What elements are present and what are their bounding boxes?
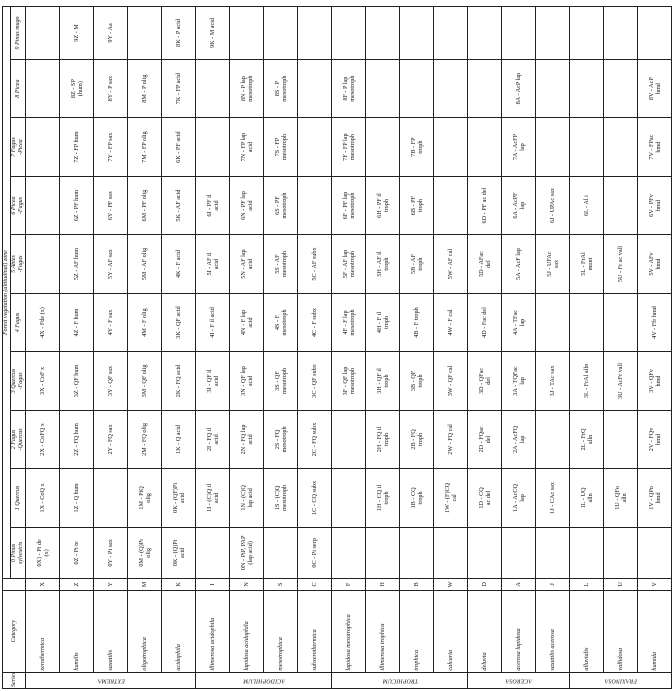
zone-cell: 7M - FP olig	[128, 118, 162, 176]
category-cell: illimerosa trophica	[366, 590, 400, 672]
zone-cell	[332, 469, 366, 527]
zone-cell: 2H - FQ il troph	[366, 410, 400, 468]
zone-cell: 0K - (Q)Pi acid	[162, 527, 196, 578]
category-cell: humida	[638, 590, 672, 672]
zone-cell: 8A - AcP lap	[502, 59, 536, 117]
zone-cell: 4V - Ffr hmd	[638, 293, 672, 351]
zone-cell: 5S - AF mesotroph	[264, 235, 298, 293]
zone-cell	[434, 118, 468, 176]
zone-cell: 6F - PF lap mesotroph	[332, 176, 366, 234]
zone-cell	[570, 293, 604, 351]
zone-cell: 1H - CQ il troph	[366, 469, 400, 527]
zone-cell: 7A - AcFP lap	[502, 118, 536, 176]
zone-cell: 4W - F cal	[434, 293, 468, 351]
zone-cell: 3Y - QF sax	[94, 352, 128, 410]
code-cell: J	[536, 579, 570, 591]
zone-cell: 7N - FP lap acid	[230, 118, 264, 176]
zone-cell: 1X - CoQ x	[26, 469, 60, 527]
zone-cell: 1J - CAc sax	[536, 469, 570, 527]
zone-cell: 2C - FQ subx	[298, 410, 332, 468]
zone-cell: 2Z - FQ hum	[60, 410, 94, 468]
table-row	[468, 7, 502, 689]
zone-cell: 2K - FQ acid	[162, 352, 196, 410]
zone-cell: 5N - AF lap acid	[230, 235, 264, 293]
code-cell: Y	[94, 579, 128, 591]
zone-cell: 3B - QF troph	[400, 352, 434, 410]
category-cell: oligotrophica	[128, 590, 162, 672]
zone-cell	[536, 118, 570, 176]
zone-cell: 0X) - Pi de (x)	[26, 527, 60, 578]
zone-header: 3 Quercus -Fagus	[11, 352, 26, 410]
category-cell: lapidosa acidophila	[230, 590, 264, 672]
category-cell: calcaria	[434, 590, 468, 672]
zone-cell: 1K - Q acid	[162, 410, 196, 468]
zone-cell: 3A - TQFac lap	[502, 352, 536, 410]
zone-cell	[264, 527, 298, 578]
zone-header: 2 Fagus -Quercus	[11, 410, 26, 468]
category-cell: saxatilis acerosa	[536, 590, 570, 672]
zone-cell: 3S - QF mesotroph	[264, 352, 298, 410]
zone-cell	[26, 235, 60, 293]
zone-cell: 2Y - FQ sax	[94, 410, 128, 468]
zone-cell	[434, 59, 468, 117]
zone-cell: 3J - TAc sax	[536, 352, 570, 410]
category-cell: humilis	[60, 590, 94, 672]
zone-cell: 1L - UQ alln	[570, 469, 604, 527]
zone-cell: 2N - FQ lap acid	[230, 410, 264, 468]
zone-cell	[94, 469, 128, 527]
zone-cell	[570, 118, 604, 176]
table-row	[26, 7, 60, 689]
zone-cell	[298, 59, 332, 117]
zone-cell: 1N - (C)Q lap acid	[230, 469, 264, 527]
zone-cell	[332, 527, 366, 578]
zone-cell: 2W - FQ cal	[434, 410, 468, 468]
category-cell: xerothermica	[26, 590, 60, 672]
category-cell: lapidosa mesotrophica	[332, 590, 366, 672]
zone-cell: 5K - AF acid	[162, 176, 196, 234]
zone-cell	[366, 7, 400, 60]
zone-cell: 4I - F il acid	[196, 293, 230, 351]
table-row	[264, 7, 298, 689]
code-cell: N	[230, 579, 264, 591]
zone-cell	[332, 7, 366, 60]
zone-cell: 6Z - PF hum	[60, 176, 94, 234]
zone-header: 8 Picea	[11, 59, 26, 117]
zone-header: 1 Quercus	[11, 469, 26, 527]
code-cell: K	[162, 579, 196, 591]
zone-cell: 6J - UPAc sax	[536, 176, 570, 234]
zone-cell	[128, 7, 162, 60]
zone-cell: 6H - PF il troph	[366, 176, 400, 234]
zone-cell: 3F - QF lap mesotroph	[332, 352, 366, 410]
zone-cell	[434, 176, 468, 234]
category-cell: acerosa lapidosa	[502, 590, 536, 672]
zone-cell	[536, 7, 570, 60]
zone-cell: 6K - PF acid	[162, 118, 196, 176]
zone-cell: 5H - AF il troph	[366, 235, 400, 293]
series-label: FRAXINOSA	[570, 672, 672, 688]
code-cell: Z	[60, 579, 94, 591]
zone-cell	[332, 410, 366, 468]
zone-cell: 3U - AcFr vall	[604, 352, 638, 410]
zone-cell	[604, 59, 638, 117]
zone-cell	[604, 293, 638, 351]
zone-cell: 0N - PiP, PAP (lap acid)	[230, 527, 264, 578]
zone-cell: 6I - PF il acid	[196, 176, 230, 234]
series-header: Series	[3, 672, 26, 688]
zone-cell: 4C - F subx	[298, 293, 332, 351]
zone-cell: 0Z - Pi te	[60, 527, 94, 578]
category-cell: trophica	[400, 590, 434, 672]
zone-cell: 5U - Fr ac vall	[604, 235, 638, 293]
zone-cell: 5L - FrAl mont	[570, 235, 604, 293]
zone-cell: 2M - FQ olig	[128, 410, 162, 468]
zone-cell	[366, 118, 400, 176]
zone-cell	[196, 527, 230, 578]
zone-cell: 7K - FP acid	[162, 59, 196, 117]
table-row	[604, 7, 638, 689]
series-label: TROPHICUM	[332, 672, 468, 688]
zone-cell: 2B - FQ troph	[400, 410, 434, 468]
zone-cell: 4A - TFac lap	[502, 293, 536, 351]
zone-cell: 1Z - Q hum	[60, 469, 94, 527]
zone-cell: 0K - (QF)Pi acid	[162, 469, 196, 527]
category-cell: subxerothermica	[298, 590, 332, 672]
zone-cell: 4K - F acid	[162, 235, 196, 293]
zone-cell	[366, 59, 400, 117]
zone-cell: 5V - AFv hmd	[638, 235, 672, 293]
zone-cell	[434, 527, 468, 578]
zone-cell: 8S - P mesotroph	[264, 59, 298, 117]
zone-cell: 7B - FP troph	[400, 118, 434, 176]
zone-cell: 5J - UFAc sax	[536, 235, 570, 293]
zone-cell: 6M - PF olig	[128, 176, 162, 234]
zone-cell	[604, 118, 638, 176]
zone-cell: 7V - FPac hmd	[638, 118, 672, 176]
table-row	[570, 7, 604, 689]
code-cell: W	[434, 579, 468, 591]
zone-cell: 0Y - Pi sax	[94, 527, 128, 578]
zone-cell	[536, 410, 570, 468]
zone-cell: 6B - PF troph	[400, 176, 434, 234]
zone-cell: 4H - F il troph	[366, 293, 400, 351]
series-label: ACIDOPHILUM	[196, 672, 332, 688]
table-row	[502, 7, 536, 689]
zone-cell: 1A - AcCQ lap	[502, 469, 536, 527]
ecological-series-table	[2, 6, 672, 689]
zone-cell: 1W - (F)CQ cal	[434, 469, 468, 527]
zone-cell	[638, 7, 672, 60]
zone-cell: 5A - AcF lap	[502, 235, 536, 293]
table-row	[60, 7, 94, 689]
zone-cell: 5Y - AF sax	[94, 235, 128, 293]
zone-cell: 3V - QFv hmd	[638, 352, 672, 410]
zone-cell: 0M - (Q)Pi olig	[128, 527, 162, 578]
zone-cell: 5W - AF cal	[434, 235, 468, 293]
zone-cell: 1D - CQ ac del	[468, 469, 502, 527]
zone-cell: 3I - QF il acid	[196, 352, 230, 410]
table-row	[162, 7, 196, 689]
zone-cell: 4Y - F sax	[94, 293, 128, 351]
zone-cell: 2D - FQac del	[468, 410, 502, 468]
zone-cell: 8M - P olig	[128, 59, 162, 117]
zone-cell: 0C - Pi serp	[298, 527, 332, 578]
zone-cell: 2V - FQv hmd	[638, 410, 672, 468]
zone-cell: 6S - PF mesotroph	[264, 176, 298, 234]
table-row	[400, 7, 434, 689]
zone-cell: 9Z - M	[60, 7, 94, 60]
zone-cell	[536, 527, 570, 578]
zone-cell: 4D - Fac del	[468, 293, 502, 351]
zone-cell	[570, 59, 604, 117]
zone-cell: 5Z - AF hum	[60, 235, 94, 293]
zone-cell	[468, 527, 502, 578]
zone-cell: 3L - FrAl alln	[570, 352, 604, 410]
zone-cell: 1I - (C)Q il acid	[196, 469, 230, 527]
zone-cell: 3X - CoF x	[26, 352, 60, 410]
zone-cell	[604, 527, 638, 578]
zone-cell: 1M - PiQ olig	[128, 469, 162, 527]
zone-cell: 3M - QF olig	[128, 352, 162, 410]
zone-cell: 8Y - P sax	[94, 59, 128, 117]
zone-cell	[468, 7, 502, 60]
zone-cell: 4N - F lap acid	[230, 293, 264, 351]
zone-cell: 4S - F mesotroph	[264, 293, 298, 351]
zone-cell: 1B - CQ troph	[400, 469, 434, 527]
zone-cell: 3Z - QF hum	[60, 352, 94, 410]
zone-cell	[298, 176, 332, 234]
table-row	[230, 7, 264, 689]
table-body	[26, 7, 672, 689]
zone-cell: 8Z - SP (hum)	[60, 59, 94, 117]
zone-header: 0 Pinus sylvestris	[11, 527, 26, 578]
zone-cell: 6L - Al i	[570, 176, 604, 234]
zone-cell: 4Z - F hum	[60, 293, 94, 351]
category-cell: saxatilis	[94, 590, 128, 672]
category-cell: acidophila	[162, 590, 196, 672]
zone-cell	[230, 7, 264, 60]
code-cell: D	[468, 579, 502, 591]
table-row	[366, 7, 400, 689]
zone-cell: 8K - P acid	[162, 7, 196, 60]
zone-cell	[264, 7, 298, 60]
zone-cell: 2A - AcFQ lap	[502, 410, 536, 468]
zone-cell	[434, 7, 468, 60]
zone-cell: 5D - AFac del	[468, 235, 502, 293]
zone-cell	[26, 7, 60, 60]
zone-cell: 5B - AF troph	[400, 235, 434, 293]
category-cell: vallidosa	[604, 590, 638, 672]
zone-cell	[502, 7, 536, 60]
zone-cell: 6A - AcPF lap	[502, 176, 536, 234]
zone-cell	[298, 7, 332, 60]
zone-cell	[570, 7, 604, 60]
zone-cell: 3N - QF lap acid	[230, 352, 264, 410]
category-header: Category	[3, 590, 26, 672]
zone-header: 7 Fagus -Picea	[11, 118, 26, 176]
zone-cell	[468, 118, 502, 176]
table-row	[196, 7, 230, 689]
category-cell: deluvia	[468, 590, 502, 672]
zone-header: 4 Fagus	[11, 293, 26, 351]
code-header	[3, 579, 26, 591]
zone-cell	[604, 176, 638, 234]
zone-cell: 4F - F lap mesotroph	[332, 293, 366, 351]
category-cell: alluvialis	[570, 590, 604, 672]
zone-cell: 6Y - PF sax	[94, 176, 128, 234]
table-row	[298, 7, 332, 689]
table-row	[434, 7, 468, 689]
zone-cell	[638, 527, 672, 578]
zone-cell: 7Y - FP sax	[94, 118, 128, 176]
zone-cell	[400, 527, 434, 578]
zone-cell: 3C - QF subx	[298, 352, 332, 410]
zone-header: 6 Picea -Fagus	[11, 176, 26, 234]
code-cell: A	[502, 579, 536, 591]
code-cell: U	[604, 579, 638, 591]
zone-cell	[298, 118, 332, 176]
zone-cell: 2X - CoFQ x	[26, 410, 60, 468]
zone-cell: 1U - QFo alln	[604, 469, 638, 527]
zone-cell	[536, 293, 570, 351]
zone-cell	[536, 59, 570, 117]
zone-cell	[26, 59, 60, 117]
zone-cell	[570, 527, 604, 578]
zone-cell: 8N - P lap mesotroph	[230, 59, 264, 117]
zone-cell: 9Y - Aa	[94, 7, 128, 60]
code-cell: I	[196, 579, 230, 591]
code-cell: F	[332, 579, 366, 591]
zone-cell: 4X - Fde (x)	[26, 293, 60, 351]
zone-cell	[468, 59, 502, 117]
code-cell: L	[570, 579, 604, 591]
zone-cell	[366, 527, 400, 578]
code-cell: H	[366, 579, 400, 591]
zone-cell: 3H - QF il troph	[366, 352, 400, 410]
code-cell: M	[128, 579, 162, 591]
table-row	[128, 7, 162, 689]
zone-cell: 6N - PF lap acid	[230, 176, 264, 234]
zone-cell	[400, 59, 434, 117]
code-cell: X	[26, 579, 60, 591]
zone-cell: 9K - M acid	[196, 7, 230, 60]
zone-cell: 7F - FP lap mesotroph	[332, 118, 366, 176]
zone-cell: 5F - AF lap mesotroph	[332, 235, 366, 293]
category-cell: illimerosa acidophila	[196, 590, 230, 672]
table-row	[638, 7, 672, 689]
code-cell: B	[400, 579, 434, 591]
zone-cell: 1C - CQ subx	[298, 469, 332, 527]
zone-cell: 5I - AF il acid	[196, 235, 230, 293]
table-row	[536, 7, 570, 689]
zone-cell	[604, 7, 638, 60]
zone-cell	[604, 410, 638, 468]
table-row	[332, 7, 366, 689]
zone-cell	[26, 118, 60, 176]
zone-cell: 4B - F troph	[400, 293, 434, 351]
zone-cell: 7Z - FP hum	[60, 118, 94, 176]
zone-cell: 4M - F olig	[128, 293, 162, 351]
zone-cell: 8F - P lap mesotroph	[332, 59, 366, 117]
zone-cell: 2S - FQ mesotroph	[264, 410, 298, 468]
zone-cell: 3W - QF cal	[434, 352, 468, 410]
zone-cell: 1V - QPo hmd	[638, 469, 672, 527]
code-cell: V	[638, 579, 672, 591]
code-cell: S	[264, 579, 298, 591]
zone-cell: 7S - FP mesotroph	[264, 118, 298, 176]
zone-cell	[502, 527, 536, 578]
series-label: EXTREMA	[26, 672, 196, 688]
code-cell: C	[298, 579, 332, 591]
zone-cell: 6D - PF ac del	[468, 176, 502, 234]
zone-title: Forest vegetation (altitudinal) zone	[3, 7, 11, 579]
zone-cell: 3D - QFac del	[468, 352, 502, 410]
zone-cell: 1S - (C)Q mesotroph	[264, 469, 298, 527]
zone-cell	[400, 7, 434, 60]
zone-cell	[26, 176, 60, 234]
zone-cell	[196, 59, 230, 117]
zone-cell	[196, 118, 230, 176]
category-cell: mesotrophica	[264, 590, 298, 672]
zone-cell: 6V - PFv hmd	[638, 176, 672, 234]
zone-cell: 5M - AF olig	[128, 235, 162, 293]
zone-cell: 2I - FQ il acid	[196, 410, 230, 468]
series-label: ACEROSA	[468, 672, 570, 688]
zone-cell: 5C - AF subx	[298, 235, 332, 293]
zone-cell: 8V - AcP hmd	[638, 59, 672, 117]
table-row	[94, 7, 128, 689]
zone-header: 5 Abies -Fagus	[11, 235, 26, 293]
zone-header: 9 Pinus mugo	[11, 7, 26, 60]
zone-cell: 3K - QF acid	[162, 293, 196, 351]
zone-cell: 2L - FrQ alln	[570, 410, 604, 468]
